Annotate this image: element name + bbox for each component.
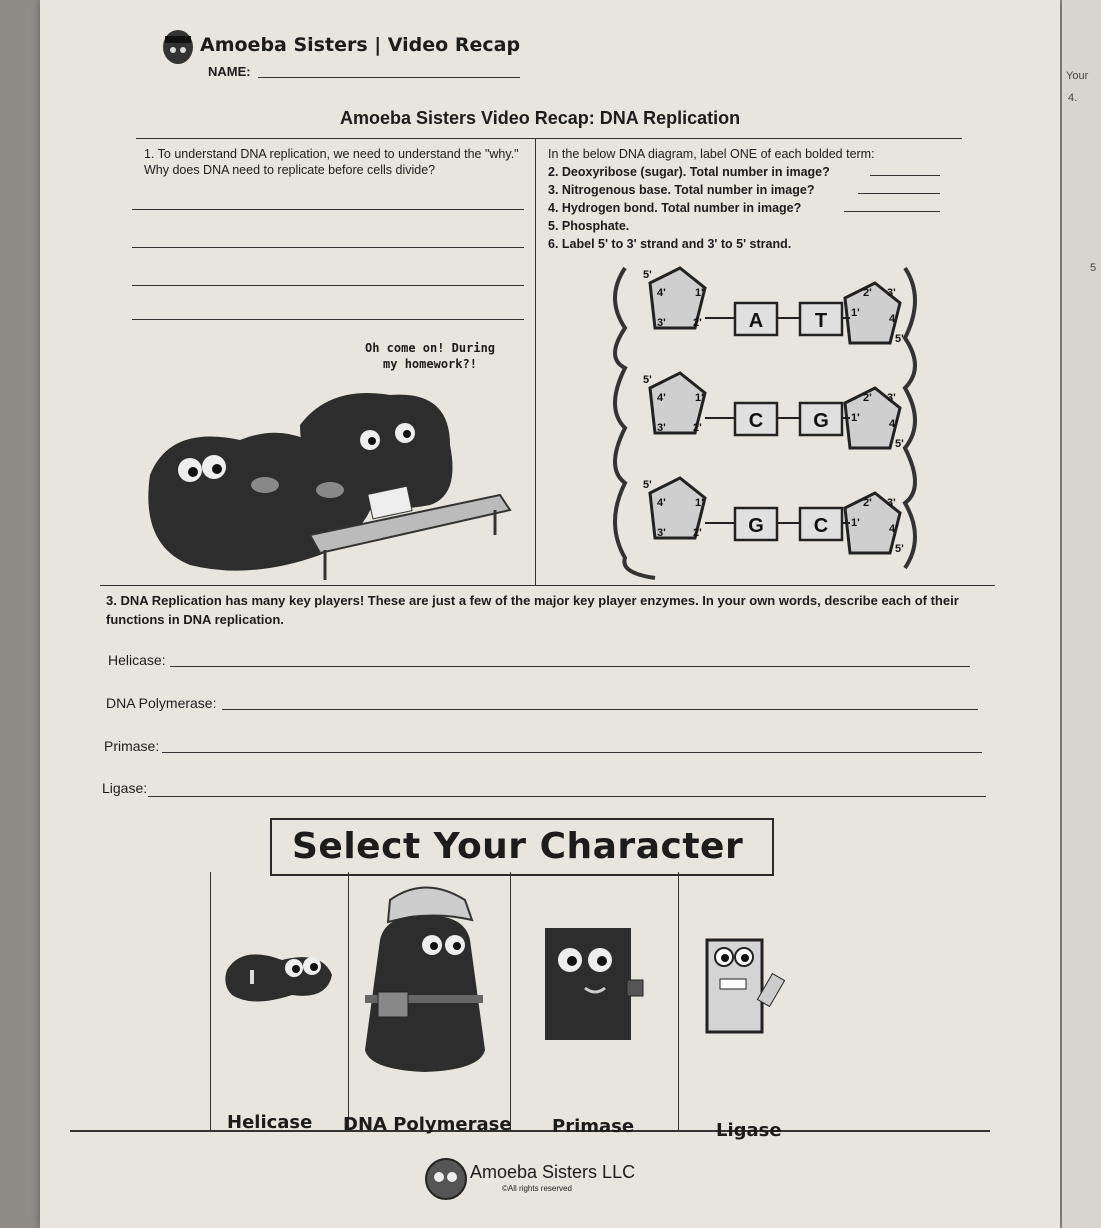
svg-text:4': 4'	[889, 418, 898, 430]
primase-character-icon[interactable]	[545, 928, 655, 1043]
ligase-character-icon[interactable]	[702, 935, 802, 1035]
svg-text:2': 2'	[693, 317, 702, 329]
edge-text-2: 4.	[1068, 92, 1078, 104]
speech-bubble: Oh come on! During my homework?!	[364, 341, 496, 371]
svg-text:2': 2'	[693, 527, 702, 539]
svg-text:4': 4'	[889, 313, 898, 325]
svg-text:4': 4'	[657, 392, 666, 404]
enzyme-line-helicase	[170, 666, 970, 667]
character-label-ligase[interactable]: Ligase	[716, 1120, 782, 1141]
adjacent-page-edge	[1062, 0, 1101, 1228]
enzyme-line-ligase	[148, 796, 986, 797]
question-3: 3. DNA Replication has many key players! These are just a few of the major key player enzymes. In your own words, describe each of their functions in DNA replication.	[106, 593, 959, 627]
svg-text:1': 1'	[695, 287, 704, 299]
svg-text:1': 1'	[851, 307, 860, 319]
base-g-left: G	[748, 515, 764, 537]
svg-text:5': 5'	[895, 438, 904, 450]
svg-text:2': 2'	[693, 422, 702, 434]
svg-text:2': 2'	[863, 287, 872, 299]
svg-text:5': 5'	[643, 269, 652, 281]
enzyme-label-ligase: Ligase:	[102, 780, 148, 796]
answer-line-4	[132, 319, 524, 320]
svg-text:4': 4'	[889, 523, 898, 535]
name-label: NAME:	[208, 64, 251, 79]
answer-line-1	[132, 209, 524, 210]
enzyme-label-helicase: Helicase:	[108, 652, 166, 668]
q2-answer-deoxyribose	[870, 175, 940, 176]
header-logo-icon	[155, 22, 201, 68]
main-title: Amoeba Sisters Video Recap: DNA Replication	[340, 108, 741, 128]
svg-text:3': 3'	[657, 317, 666, 329]
enzyme-line-primase	[162, 752, 982, 753]
character-label-helicase[interactable]: Helicase	[227, 1112, 313, 1133]
question-2-intro: In the below DNA diagram, label ONE of each bolded term:	[548, 147, 875, 161]
answer-line-3	[132, 285, 524, 286]
answer-line-2	[132, 247, 524, 248]
svg-text:2': 2'	[863, 392, 872, 404]
base-g-right: G	[813, 410, 829, 432]
worksheet-page	[40, 0, 1060, 1228]
footer-rights: ©All rights reserved	[502, 1184, 572, 1193]
edge-text-3: 5	[1090, 262, 1097, 274]
enzyme-label-dna-polymerase: DNA Polymerase:	[106, 695, 217, 711]
svg-text:3': 3'	[887, 287, 896, 299]
base-c-right: C	[813, 515, 829, 537]
q2-item-base: 3. Nitrogenous base. Total number in image?	[548, 183, 815, 197]
question-1: 1. To understand DNA replication, we need to understand the "why." Why does DNA need to replicate before cells divide?	[144, 147, 519, 177]
edge-text-1: Your	[1066, 70, 1089, 82]
name-line	[258, 77, 520, 78]
svg-text:1': 1'	[695, 392, 704, 404]
dna-diagram-svg	[595, 258, 935, 583]
header-title: Amoeba Sisters | Video Recap	[200, 34, 521, 56]
enzyme-label-primase: Primase:	[104, 738, 160, 754]
svg-text:1': 1'	[851, 412, 860, 424]
base-a-left: A	[748, 310, 764, 332]
svg-text:5': 5'	[895, 543, 904, 555]
q2-item-phosphate: 5. Phosphate.	[548, 219, 630, 233]
svg-text:5': 5'	[643, 374, 652, 386]
svg-text:5': 5'	[643, 479, 652, 491]
svg-text:3': 3'	[887, 392, 896, 404]
mid-divider	[100, 585, 995, 586]
footer-logo-icon	[424, 1157, 468, 1201]
q2-answer-hbond	[844, 211, 940, 212]
top-divider	[136, 138, 962, 139]
q2-item-deoxyribose: 2. Deoxyribose (sugar). Total number in image?	[548, 165, 830, 179]
cartoon-amoebas-icon	[130, 385, 530, 585]
svg-text:1': 1'	[695, 497, 704, 509]
helicase-character-icon[interactable]	[222, 940, 342, 1010]
svg-text:5': 5'	[895, 333, 904, 345]
q2-item-strands: 6. Label 5' to 3' strand and 3' to 5' strand.	[548, 237, 792, 251]
svg-text:1': 1'	[851, 517, 860, 529]
svg-text:2': 2'	[863, 497, 872, 509]
svg-text:3': 3'	[657, 527, 666, 539]
svg-text:3': 3'	[657, 422, 666, 434]
svg-text:4': 4'	[657, 497, 666, 509]
base-t-right: T	[814, 310, 828, 332]
column-divider	[535, 138, 536, 586]
character-label-dna-polymerase[interactable]: DNA Polymerase	[343, 1114, 512, 1135]
q2-item-hbond: 4. Hydrogen bond. Total number in image?	[548, 201, 802, 215]
q2-answer-base	[858, 193, 940, 194]
dna-polymerase-character-icon[interactable]	[360, 880, 490, 1075]
select-character-title: Select Your Character	[292, 826, 744, 867]
base-c-left: C	[748, 410, 764, 432]
dna-diagram	[595, 258, 935, 583]
svg-text:3': 3'	[887, 497, 896, 509]
svg-text:4': 4'	[657, 287, 666, 299]
footer-brand: Amoeba Sisters LLC	[470, 1162, 636, 1182]
enzyme-line-dna-polymerase	[222, 709, 978, 710]
character-label-primase[interactable]: Primase	[552, 1116, 635, 1137]
